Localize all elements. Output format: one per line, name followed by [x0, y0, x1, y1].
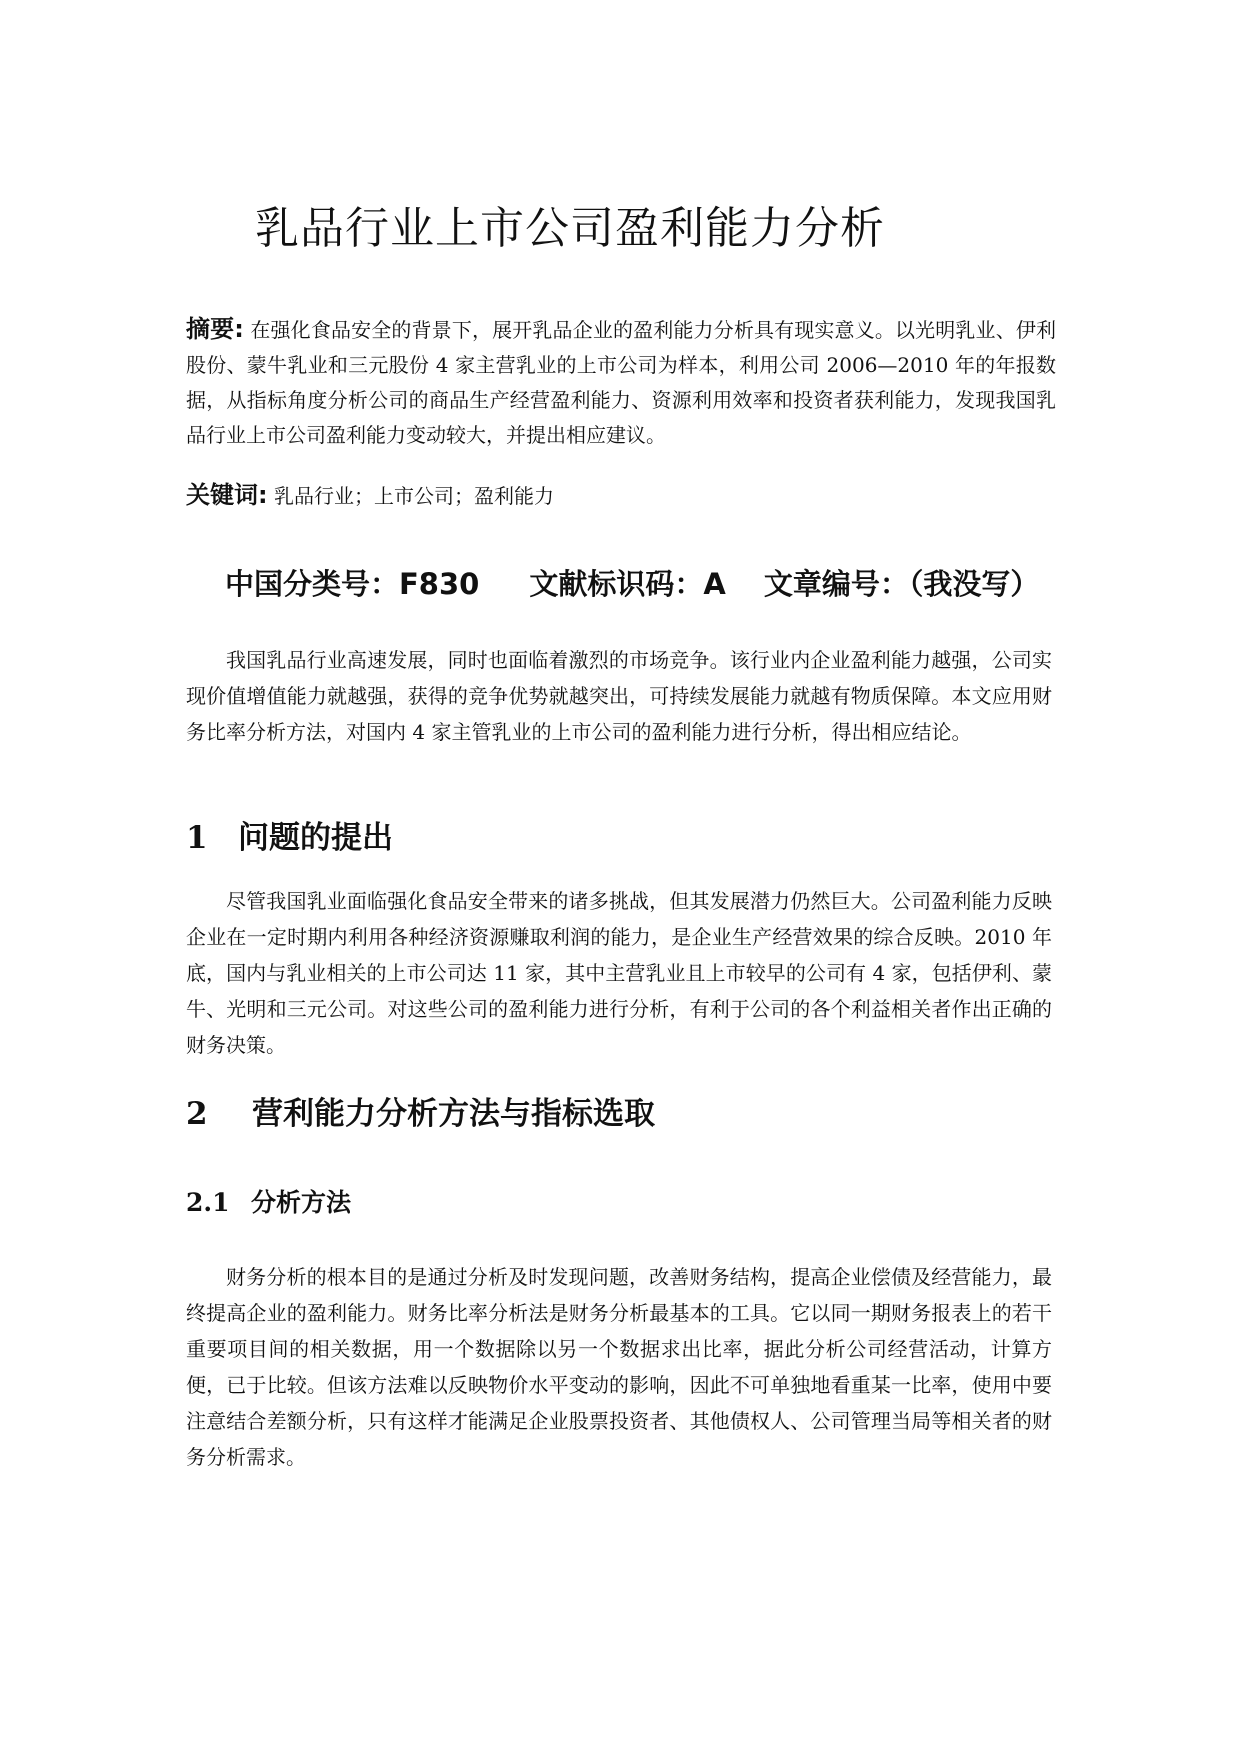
keywords-text: 乳品行业；上市公司；盈利能力	[267, 484, 554, 508]
section-2-heading	[186, 1088, 655, 1133]
abstract	[186, 312, 1056, 453]
abstract-label: 摘要:	[186, 315, 244, 343]
keywords	[186, 475, 554, 510]
section-2-1-heading	[186, 1183, 351, 1219]
section-2-number: 2	[186, 1096, 208, 1132]
section-2-1-title: 分析方法	[251, 1188, 352, 1217]
section-1-heading	[186, 812, 393, 857]
section-2-1-body: 财务分析的根本目的是通过分析及时发现问题，改善财务结构，提高企业偿债及经营能力，最终提高企业的盈利能力。财务比率分析法是财务分析最基本的工具。它以同一期财务报表上的若干重要项目间的相关数据，用一个数据除以另一个数据求出比率，据此分析公司经营活动，计算方便，已于比较。但该方法难以反映物价水平变动的影响，因此不可单独地看重某一比率，使用中要注意结合差额分析，只有这样才能满足企业股票投资者、其他债权人、公司管理当局等相关者的财务分析需求。	[186, 1265, 1052, 1469]
paper-title: 乳品行业上市公司盈利能力分析	[255, 203, 885, 254]
section-2-1-number: 2.1	[186, 1188, 230, 1217]
keywords-label: 关键词:	[186, 481, 268, 509]
section-1-body: 尽管我国乳业面临强化食品安全带来的诸多挑战，但其发展潜力仍然巨大。公司盈利能力反映企业在一定时期内利用各种经济资源赚取利润的能力，是企业生产经营效果的综合反映。2010 年底，国内与乳业相关的上市公司达 11 家，其中主营乳业且上市较早的公司有 4 家，包括伊利、蒙牛、光明和三元公司。对这些公司的盈利能力进行分析，有利于公司的各个利益相关者作出正确的财务决策。	[186, 889, 1052, 1057]
section-2-title: 营利能力分析方法与指标选取	[252, 1096, 655, 1132]
section-1-title: 问题的提出	[238, 820, 393, 856]
clc-number: 中国分类号：F830	[225, 567, 480, 601]
document-code: 文献标识码：A	[529, 567, 726, 601]
section-1-number: 1	[186, 820, 208, 856]
abstract-text: 在强化食品安全的背景下，展开乳品企业的盈利能力分析具有现实意义。以光明乳业、伊利股份、蒙牛乳业和三元股份 4 家主营乳业的上市公司为样本，利用公司 2006—2010 年的年报数据，从指标角度分析公司的商品生产经营盈利能力、资源利用效率和投资者获利能力，发现我国乳品行业上市公司盈利能力变动较大，并提出相应建议。	[186, 318, 1056, 447]
article-number: 文章编号：（我没写）	[763, 567, 1040, 601]
intro-paragraph: 我国乳品行业高速发展，同时也面临着激烈的市场竞争。该行业内企业盈利能力越强，公司实现价值增值能力就越强，获得的竞争优势就越突出，可持续发展能力就越有物质保障。本文应用财务比率分析方法，对国内 4 家主管乳业的上市公司的盈利能力进行分析，得出相应结论。	[186, 648, 1052, 744]
classification-line	[225, 562, 1039, 603]
